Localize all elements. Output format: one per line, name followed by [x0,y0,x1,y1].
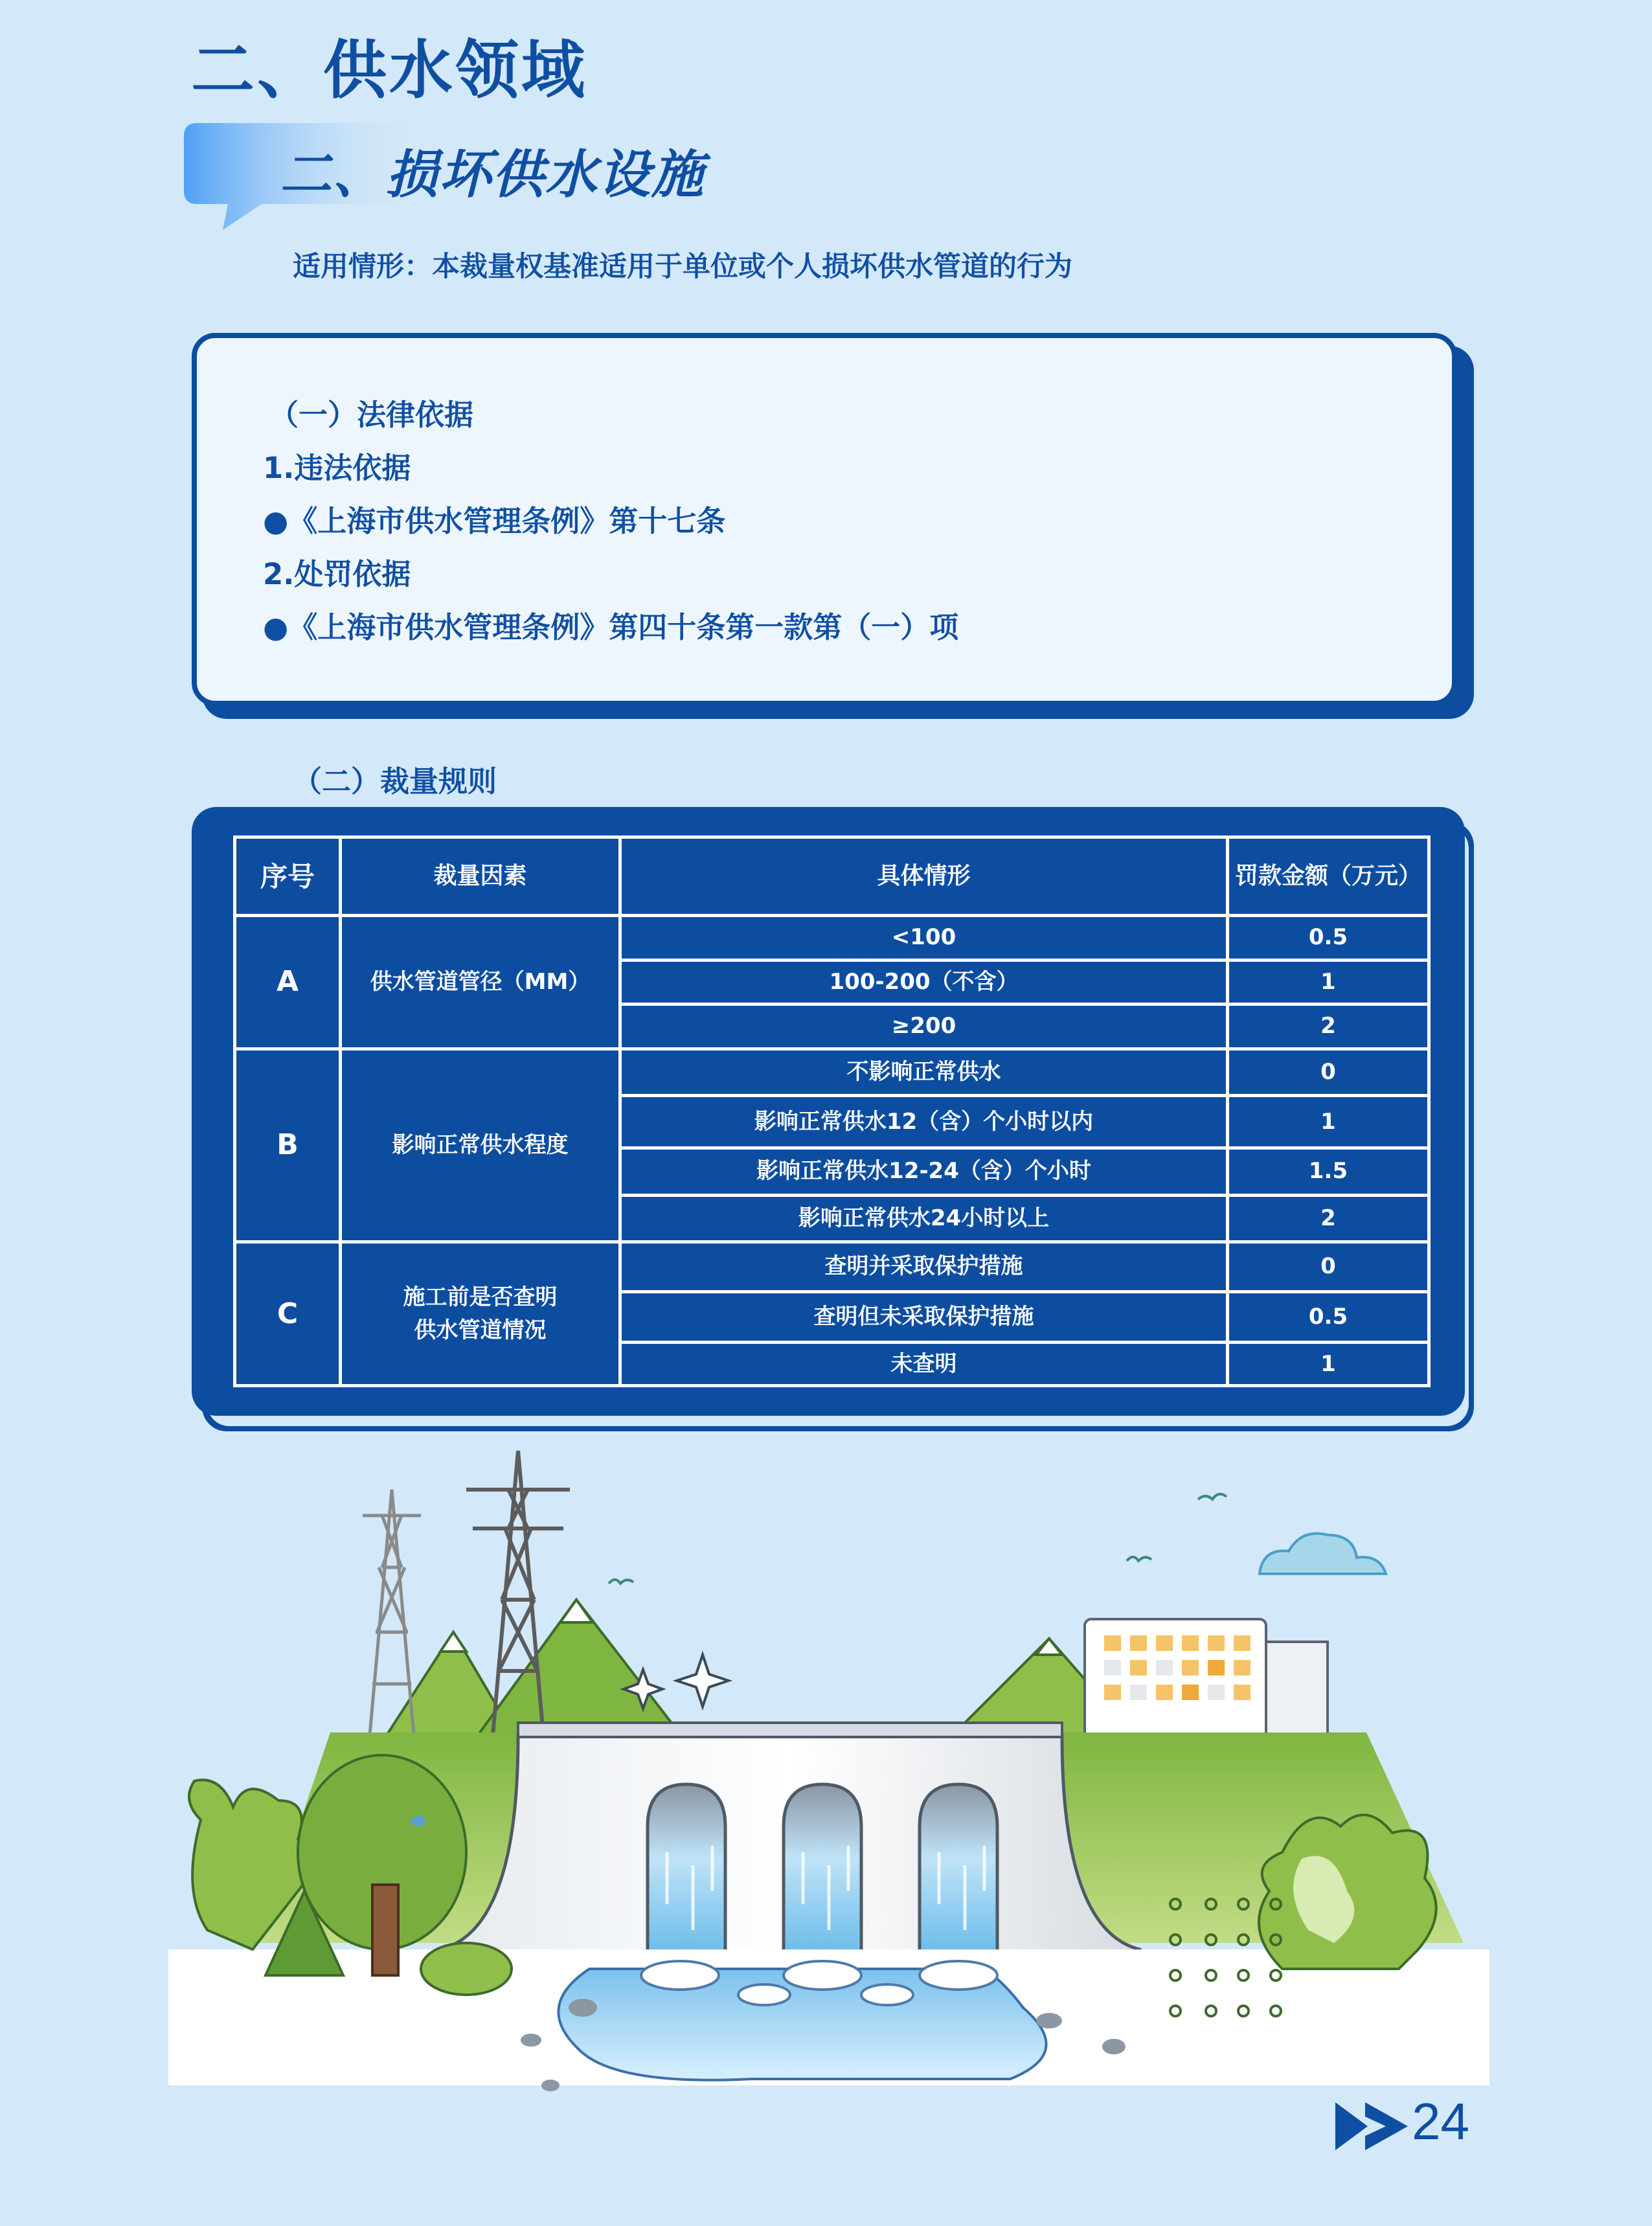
dam [440,1723,1140,1975]
table-header-row [235,837,1429,916]
scope-description: 适用情形：本裁量权基准适用于单位或个人损坏供水管道的行为 [293,251,1072,283]
bird-icon [609,1494,1227,1584]
situation-cell: 影响正常供水12（含）个小时以内 [620,1096,1228,1148]
situation-cell: 影响正常供水24小时以上 [620,1195,1228,1242]
amount-cell: 1 [1228,1343,1429,1386]
table-row [235,916,1429,960]
violation-basis-heading: 1.违法依据 [263,451,411,485]
amount-cell: 1 [1228,960,1429,1005]
amount-cell: 1.5 [1228,1148,1429,1195]
situation-cell: 影响正常供水12-24（含）个小时 [620,1148,1228,1195]
situation-cell: 查明并采取保护措施 [620,1242,1228,1292]
amount-cell: 0.5 [1228,1291,1429,1343]
section-title: 二、损坏供水设施 [280,144,705,205]
page-number: 24 [1412,2093,1469,2150]
amount-cell: 0 [1228,1049,1429,1096]
main-title: 二、供水领域 [191,34,588,108]
power-pylon-icon [363,1490,421,1742]
penalty-basis-item: ●《上海市供水管理条例》第四十条第一款第（一）项 [263,610,959,644]
header-situation: 具体情形 [620,837,1228,916]
violation-basis-item: ●《上海市供水管理条例》第十七条 [263,504,726,538]
cloud-icon [1260,1534,1386,1574]
situation-cell: 未查明 [620,1343,1228,1386]
situation-cell: 100-200（不含） [620,960,1228,1005]
table-row [235,1242,1429,1292]
group-factor: 影响正常供水程度 [341,1049,620,1242]
amount-cell: 2 [1228,1195,1429,1242]
group-code: C [235,1242,341,1386]
water-dam-illustration [168,1438,1489,2098]
header-amount: 罚款金额（万元） [1228,837,1429,916]
group-code: B [235,1049,341,1242]
group-factor: 施工前是否查明 供水管道情况 [341,1242,620,1386]
group-factor: 供水管道管径（MM） [341,916,620,1049]
legal-basis-box [192,333,1457,706]
amount-cell: 2 [1228,1005,1429,1049]
rules-table [233,835,1431,1387]
situation-cell: 不影响正常供水 [620,1049,1228,1096]
situation-cell: ≥200 [620,1005,1228,1049]
situation-cell: <100 [620,916,1228,960]
amount-cell: 1 [1228,1096,1429,1148]
group-code: A [235,916,341,1049]
rules-heading: （二）裁量规则 [293,764,497,799]
table-row [235,1049,1429,1096]
double-chevron-right-icon [1335,2102,1408,2150]
header-factor: 裁量因素 [341,837,620,916]
situation-cell: 查明但未采取保护措施 [620,1291,1228,1343]
amount-cell: 0.5 [1228,916,1429,960]
legal-basis-heading: （一）法律依据 [269,398,474,432]
sparkle-icon [624,1655,729,1709]
penalty-basis-heading: 2.处罚依据 [263,557,411,591]
building-icon [1085,1619,1328,1745]
amount-cell: 0 [1228,1242,1429,1292]
header-index: 序号 [235,837,341,916]
